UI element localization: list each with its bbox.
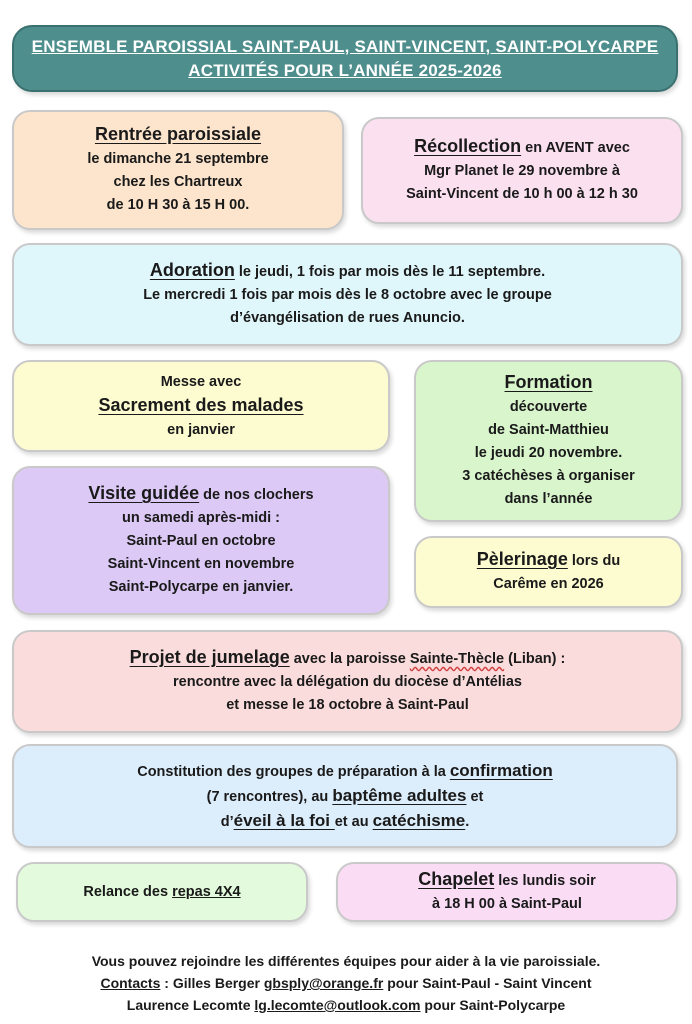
formation-line: découverte	[509, 399, 588, 415]
rentree-line: chez les Chartreux	[113, 174, 243, 190]
adoration-line: d’évangélisation de rues Anuncio.	[230, 310, 465, 326]
visite-title: Visite guidée	[88, 483, 200, 503]
header-banner	[12, 25, 678, 92]
jumelage-end: (Liban) :	[504, 651, 566, 667]
chapelet-title-suffix: les lundis soir	[494, 873, 596, 889]
email-link-gbsply[interactable]: gbsply@orange.fr	[263, 975, 384, 991]
card-sacrement	[12, 360, 390, 452]
footer-text: pour Saint-Polycarpe	[420, 997, 566, 1013]
header-subtitle: ACTIVITÉS POUR L’ANNÉE 2025-2026	[188, 60, 502, 80]
card-constitution	[12, 744, 678, 848]
visite-line: Saint-Polycarpe en janvier.	[108, 579, 294, 595]
chapelet-title: Chapelet	[418, 869, 495, 889]
rentree-line: le dimanche 21 septembre	[87, 151, 269, 167]
email-link-lecomte[interactable]: lg.lecomte@outlook.com	[254, 997, 421, 1013]
rentree-title: Rentrée paroissiale	[94, 124, 262, 144]
jumelage-parish: Sainte-Thècle	[409, 651, 505, 667]
jumelage-title: Projet de jumelage	[129, 647, 290, 667]
constitution-keyword-bapteme: baptême adultes	[332, 785, 467, 805]
recollection-line: Mgr Planet le 29 novembre à	[424, 163, 620, 179]
formation-line: 3 catéchèses à organiser	[462, 468, 635, 484]
constitution-text: et	[466, 788, 484, 805]
card-recollection	[361, 117, 683, 224]
visite-line: un samedi après-midi :	[122, 510, 280, 526]
jumelage-mid: avec la paroisse	[289, 651, 410, 667]
card-rentree	[12, 110, 344, 230]
card-adoration	[12, 243, 683, 346]
sacrement-post: en janvier	[167, 421, 235, 438]
pelerinage-title-suffix: lors du	[567, 553, 621, 569]
recollection-title: Récollection	[414, 136, 522, 156]
card-chapelet	[336, 862, 678, 922]
constitution-text: (7 rencontres), au	[206, 788, 333, 805]
card-formation	[414, 360, 683, 522]
jumelage-line: et messe le 18 octobre à Saint-Paul	[226, 697, 469, 713]
card-jumelage	[12, 630, 683, 733]
jumelage-line: rencontre avec la délégation du diocèse d’Antélias	[173, 674, 522, 690]
footer-line: Vous pouvez rejoindre les différentes équipes pour aider à la vie paroissiale.	[91, 953, 601, 969]
formation-line: de Saint-Matthieu	[488, 422, 609, 438]
constitution-keyword-catechisme: catéchisme	[372, 810, 466, 830]
card-pelerinage	[414, 536, 683, 608]
repas-pre: Relance des	[83, 883, 173, 900]
constitution-text: .	[465, 813, 470, 830]
repas-keyword: repas 4X4	[172, 883, 241, 900]
sacrement-pre: Messe avec	[160, 373, 242, 390]
constitution-text: Constitution des groupes de préparation à la	[137, 763, 450, 780]
sacrement-title: Sacrement des malades	[98, 394, 304, 415]
visite-line: Saint-Paul en octobre	[126, 533, 276, 549]
header-title: ENSEMBLE PAROISSIAL SAINT-PAUL, SAINT-VINCENT, SAINT-POLYCARPE	[31, 36, 659, 56]
footer-contacts	[0, 950, 692, 1016]
card-repas	[16, 862, 308, 922]
chapelet-line: à 18 H 00 à Saint-Paul	[432, 896, 582, 912]
visite-title-suffix: de nos clochers	[199, 487, 314, 503]
constitution-keyword-eveil: éveil à la foi	[233, 810, 335, 830]
footer-text: : Gilles Berger	[160, 975, 264, 991]
visite-line: Saint-Vincent en novembre	[107, 556, 295, 572]
footer-text: Laurence Lecomte	[126, 997, 255, 1013]
constitution-text: et au	[334, 813, 373, 830]
recollection-title-suffix: en AVENT avec	[521, 140, 630, 156]
adoration-title: Adoration	[149, 260, 235, 280]
constitution-keyword-confirmation: confirmation	[449, 760, 553, 780]
adoration-title-suffix: le jeudi, 1 fois par mois dès le 11 septembre.	[234, 264, 546, 280]
pelerinage-line: Carême en 2026	[493, 576, 604, 592]
pelerinage-title: Pèlerinage	[476, 549, 568, 569]
rentree-line: de 10 H 30 à 15 H 00.	[106, 197, 250, 213]
constitution-text: d’	[220, 813, 234, 830]
footer-text: pour Saint-Paul - Saint Vincent	[383, 975, 592, 991]
card-visite	[12, 466, 390, 615]
adoration-line: Le mercredi 1 fois par mois dès le 8 octobre avec le groupe	[143, 287, 552, 303]
formation-title: Formation	[504, 372, 593, 392]
recollection-line: Saint-Vincent de 10 h 00 à 12 h 30	[406, 186, 638, 202]
contacts-label: Contacts	[100, 975, 161, 991]
formation-line: le jeudi 20 novembre.	[474, 445, 623, 461]
formation-line: dans l’année	[504, 491, 593, 507]
